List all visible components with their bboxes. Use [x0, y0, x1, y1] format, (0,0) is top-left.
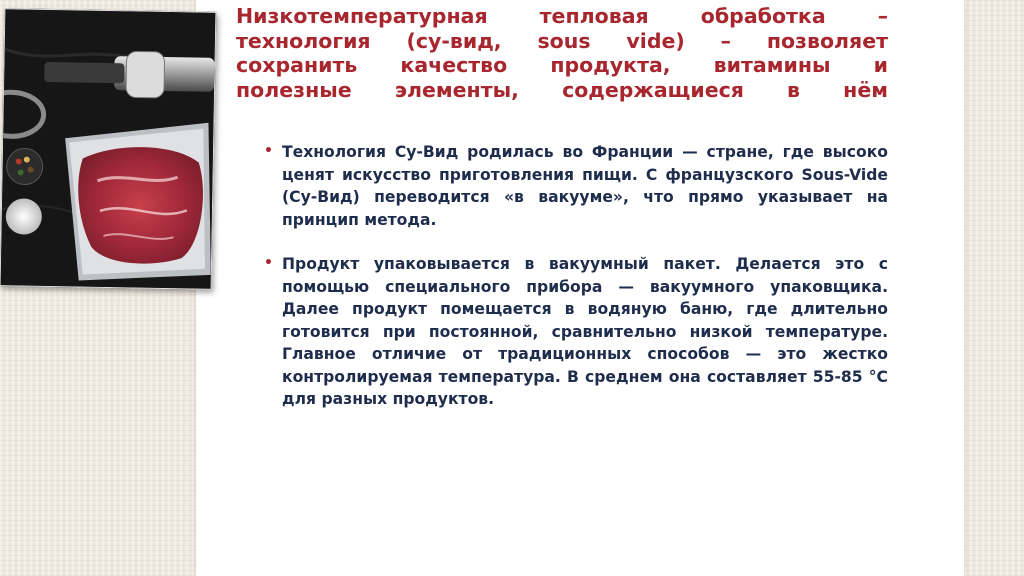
title-line: технология (су-вид, sous vide) – позволяет: [236, 28, 888, 53]
bullet-marker-icon: •: [264, 143, 273, 159]
bullet-item: [262, 141, 888, 231]
bullet-text: Продукт упаковывается в вакуумный пакет. Делается это с помощью специального прибора — вакуумного упаковщика. Далее продукт помещается в водяную баню, где длительно готовится при постоянной, сравнительно низкой температуре. Главное отличие от традиционных способов — это жестко контролируемая температура. В среднем она составляет 55-85 °С для разных продуктов.: [282, 255, 888, 408]
sous-vide-photo: [0, 8, 216, 290]
sous-vide-illustration: [1, 9, 216, 289]
slide-title: [236, 4, 888, 102]
bullet-item: [262, 253, 888, 411]
title-line: полезные элементы, содержащиеся в нём: [236, 77, 888, 102]
bullet-text: Технология Су-Вид родилась во Франции — стране, где высоко ценят искусство приготовления пищи. С французского Sous-Vide (Су-Вид) переводится «в вакууме», что прямо указывает на принцип метода.: [282, 143, 888, 229]
right-texture-strip: [964, 0, 1024, 576]
title-line: Низкотемпературная тепловая обработка –: [236, 4, 888, 28]
title-line: сохранить качество продукта, витамины и: [236, 53, 888, 77]
bullet-marker-icon: •: [264, 255, 273, 271]
bullet-list: [262, 141, 888, 411]
